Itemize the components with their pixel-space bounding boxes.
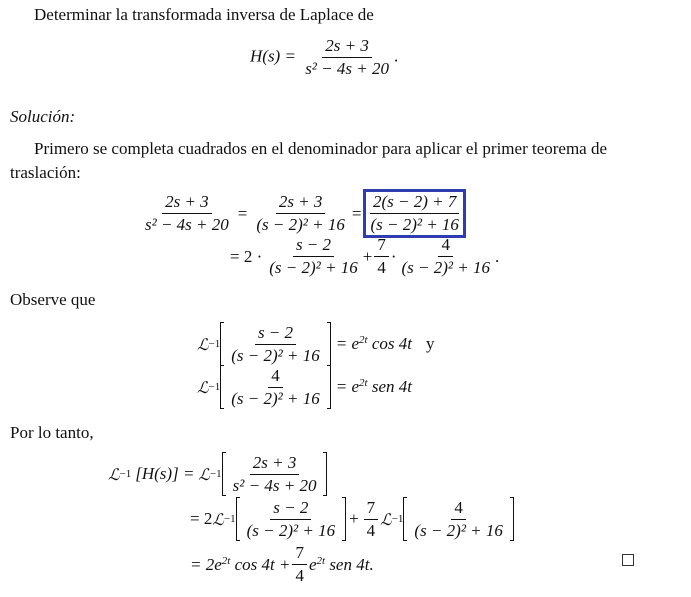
obs2-fraction — [228, 366, 322, 409]
eq2-f1-numerator: s − 2 — [293, 235, 334, 257]
fin3-tail: $e^{2t}$ sen 4t. — [308, 554, 374, 574]
laplace-symbol: ℒ — [198, 464, 210, 484]
intro-text: Determinar la transformada inversa de Laplace de — [34, 5, 374, 24]
por-lo-tanto-text: Por lo tanto, — [10, 423, 94, 442]
fin2-coef-den: 4 — [366, 520, 376, 540]
obs2-denominator: (s − 2)² + 16 — [231, 388, 320, 408]
eq2-fraction-1 — [266, 235, 360, 278]
laplace-symbol: ℒ — [108, 464, 120, 484]
observe-text: Observe que — [10, 290, 96, 309]
h-numerator: 2s + 3 — [322, 36, 372, 58]
fin2-plus: + — [349, 509, 359, 528]
obs2-numerator: 4 — [268, 366, 283, 388]
left-bracket — [236, 497, 240, 541]
eq2-lead: = 2 · — [230, 246, 263, 266]
right-bracket — [510, 497, 514, 541]
right-bracket — [342, 497, 346, 541]
fin2-f1-numerator: s − 2 — [270, 498, 311, 520]
obs1-y: y — [425, 334, 435, 353]
h-period: . — [393, 46, 399, 66]
fin1-denominator: s² − 4s + 20 — [232, 475, 317, 495]
bracket-group — [236, 497, 346, 541]
laplace-symbol: ℒ — [197, 377, 209, 397]
eq2-coef-num: 7 — [374, 235, 389, 257]
laplace-symbol: ℒ — [197, 334, 209, 354]
eq1-equals-a: = — [237, 203, 248, 223]
paragraph-line-2: traslación: — [10, 163, 81, 182]
eq2-period: . — [494, 246, 500, 266]
eq2-coef — [374, 235, 389, 278]
observation-2: ℒ −1 $\frac{4}{\text{(s − 2)² + 16}}$ = $e^{2t}$ sen 4t — [197, 365, 412, 408]
eq1-f3-numerator: 2(s − 2) + 7 — [370, 192, 459, 214]
obs2-rhs: = $e^{2t}$ sen 4t — [335, 377, 412, 396]
eq2-f2-numerator: 4 — [438, 235, 453, 257]
fin2-coef — [364, 498, 379, 541]
left-bracket — [222, 452, 226, 496]
bracket-group — [220, 365, 330, 409]
eq1-fraction-1 — [142, 192, 232, 235]
fin2-coef-num: 7 — [364, 498, 379, 520]
right-bracket — [327, 365, 331, 409]
eq2-f1-denominator: (s − 2)² + 16 — [269, 258, 358, 277]
bracket-group — [222, 452, 328, 496]
eq2-plus: + — [362, 246, 373, 266]
laplace-symbol: ℒ — [380, 509, 392, 529]
eq1-f2-denominator: (s − 2)² + 16 — [256, 215, 345, 234]
fin2-lead: = 2 — [190, 509, 213, 528]
fin2-fraction-1 — [244, 498, 338, 541]
eq1-f2-numerator: 2s + 3 — [276, 192, 326, 214]
fin2-f2-denominator: (s − 2)² + 16 — [414, 520, 503, 540]
fin2-f2-numerator: 4 — [451, 498, 466, 520]
eq2-fraction-2 — [399, 235, 493, 278]
fin3-coef-den: 4 — [295, 566, 304, 585]
bracket-group — [403, 497, 513, 541]
eq1-equals-b: = — [351, 203, 362, 223]
eq1-f3-denominator: (s − 2)² + 16 — [370, 215, 459, 234]
final-line-2: = 2 ℒ −1 $\frac{s - 2}{\text{(s − 2)² + 16}}$ + $\frac{7}{4}$ ℒ −1 $\frac{4}{\text{(s − 2)² + 16}}$ — [190, 497, 514, 541]
equation-line-1 — [140, 189, 466, 238]
eq1-fraction-3 — [367, 192, 461, 235]
fin3-coef-num: 7 — [292, 543, 307, 565]
eq2-dot: · — [390, 246, 397, 266]
eq1-f1-numerator: 2s + 3 — [162, 192, 212, 214]
fin1-arg: [H(s)] = — [135, 464, 195, 483]
fin1-numerator: 2s + 3 — [250, 453, 300, 475]
highlight-box — [363, 189, 465, 238]
fin1-fraction — [230, 453, 320, 496]
obs1-numerator: s − 2 — [255, 323, 296, 345]
fin2-f1-denominator: (s − 2)² + 16 — [246, 520, 336, 540]
obs1-denominator: (s − 2)² + 16 — [231, 345, 320, 365]
fin3-coef — [292, 543, 307, 586]
paragraph-line-1: Primero se completa cuadrados en el denominador para aplicar el primer teorema de — [34, 139, 608, 158]
laplace-symbol: ℒ — [212, 509, 224, 529]
bracket-group — [220, 322, 330, 366]
qed-square-icon — [622, 554, 634, 566]
right-bracket — [327, 322, 331, 366]
eq1-fraction-2 — [253, 192, 347, 235]
h-definition — [250, 36, 398, 79]
h-fraction — [302, 36, 392, 79]
obs1-fraction — [228, 323, 322, 366]
final-line-3 — [190, 543, 374, 586]
right-bracket — [323, 452, 327, 496]
fin2-fraction-2 — [411, 498, 505, 541]
h-lhs: H(s) = — [250, 46, 296, 66]
obs1-rhs: = $e^{2t}$ cos 4t — [335, 334, 412, 353]
left-bracket — [403, 497, 407, 541]
h-denominator: s² − 4s + 20 — [305, 59, 389, 78]
left-bracket — [220, 322, 224, 366]
fin3-lead: = $2e^{2t}$ cos 4t + — [190, 554, 291, 574]
eq1-f1-denominator: s² − 4s + 20 — [145, 215, 229, 234]
eq2-f2-denominator: (s − 2)² + 16 — [401, 258, 490, 277]
solution-label: Solución: — [10, 107, 76, 126]
equation-line-2 — [230, 235, 499, 278]
eq2-coef-den: 4 — [377, 258, 386, 277]
final-line-1: ℒ −1 [H(s)] = ℒ −1 $\frac{2s + 3}{\text{s² − 4s + 20}}$ — [108, 452, 327, 496]
observation-1: ℒ −1 $\frac{s - 2}{\text{(s − 2)² + 16}}$ = $e^{2t}$ cos 4t y — [197, 322, 435, 365]
left-bracket — [220, 365, 224, 409]
